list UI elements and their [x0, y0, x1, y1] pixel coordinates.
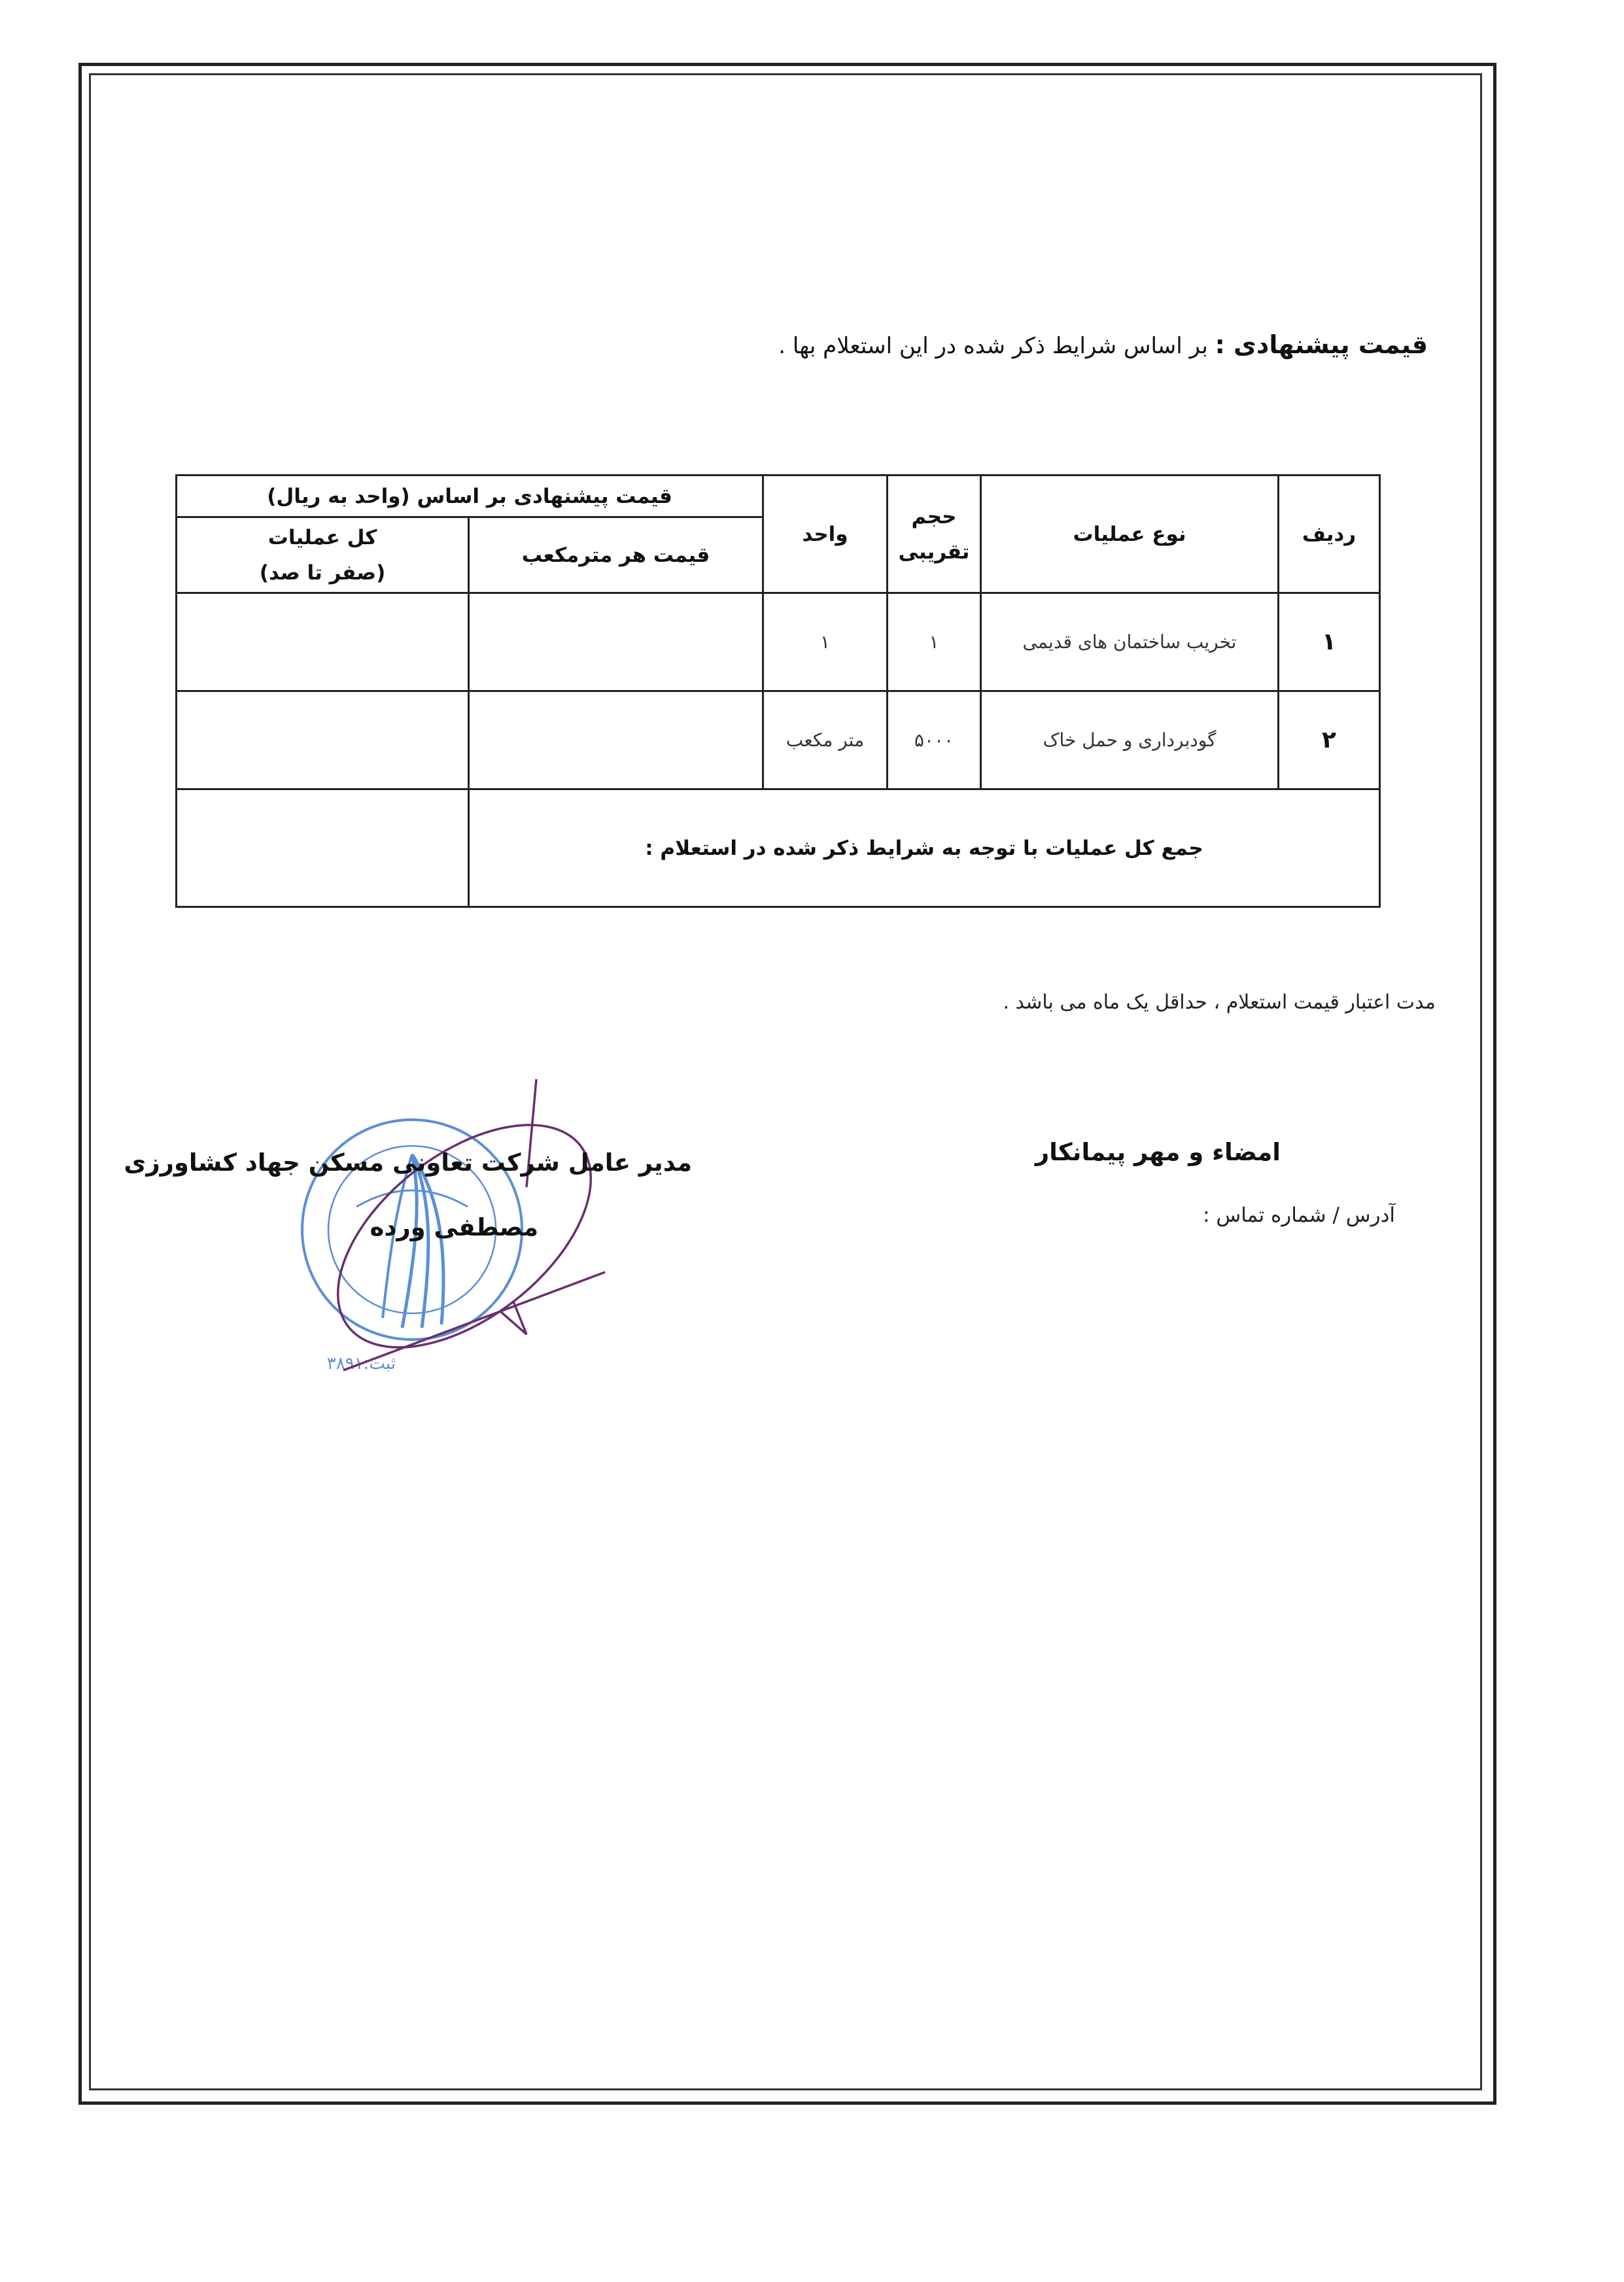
manager-title: مدیر عامل شرکت تعاونی مسکن جهاد کشاورزی	[124, 1149, 692, 1177]
header-price-group: قیمت پیشنهادی بر اساس (واحد به ریال)	[177, 475, 763, 517]
header-volume: حجم تقریبی	[888, 475, 981, 593]
row-number: ۲	[1279, 691, 1380, 789]
header-unit: واحد	[763, 475, 888, 593]
row-total[interactable]	[177, 593, 469, 691]
heading-label: قیمت پیشنهادی :	[1215, 330, 1428, 359]
header-total	[177, 517, 469, 593]
operations-table	[175, 474, 1381, 908]
header-operation: نوع عملیات	[981, 475, 1279, 593]
row-price[interactable]	[469, 691, 763, 789]
manager-name: مصطفی ورده	[370, 1213, 538, 1241]
row-operation: گودبرداری و حمل خاک	[981, 691, 1279, 789]
row-price[interactable]	[469, 593, 763, 691]
row-unit: ۱	[763, 593, 888, 691]
heading-text: بر اساس شرایط ذکر شده در این استعلام بها .	[778, 333, 1208, 359]
header-total-line1: کل عملیات	[268, 525, 377, 549]
proposed-price-heading	[778, 330, 1428, 359]
row-number: ۱	[1279, 593, 1380, 691]
row-total[interactable]	[177, 691, 469, 789]
row-volume: ۱	[888, 593, 981, 691]
sum-label: جمع کل عملیات با توجه به شرایط ذکر شده در استعلام :	[469, 789, 1380, 907]
header-total-line2: (صفر تا صد)	[259, 561, 386, 585]
header-price-per-m3: قیمت هر مترمکعب	[469, 517, 763, 593]
stamp-registration: ثبت:۳۸۹۱	[326, 1354, 396, 1374]
header-row-no: ردیف	[1279, 475, 1380, 593]
contractor-signature-label: امضاء و مهر پیمانکار	[1035, 1138, 1281, 1166]
sum-value[interactable]	[177, 789, 469, 907]
validity-note: مدت اعتبار قیمت استعلام ، حداقل یک ماه می باشد .	[1003, 991, 1436, 1014]
sum-row	[177, 789, 1380, 907]
contractor-contact-label: آدرس / شماره تماس :	[1203, 1203, 1395, 1227]
table-row	[177, 593, 1380, 691]
table-row	[177, 691, 1380, 789]
row-volume: ۵۰۰۰	[888, 691, 981, 789]
row-operation: تخریب ساختمان های قدیمی	[981, 593, 1279, 691]
row-unit: متر مکعب	[763, 691, 888, 789]
